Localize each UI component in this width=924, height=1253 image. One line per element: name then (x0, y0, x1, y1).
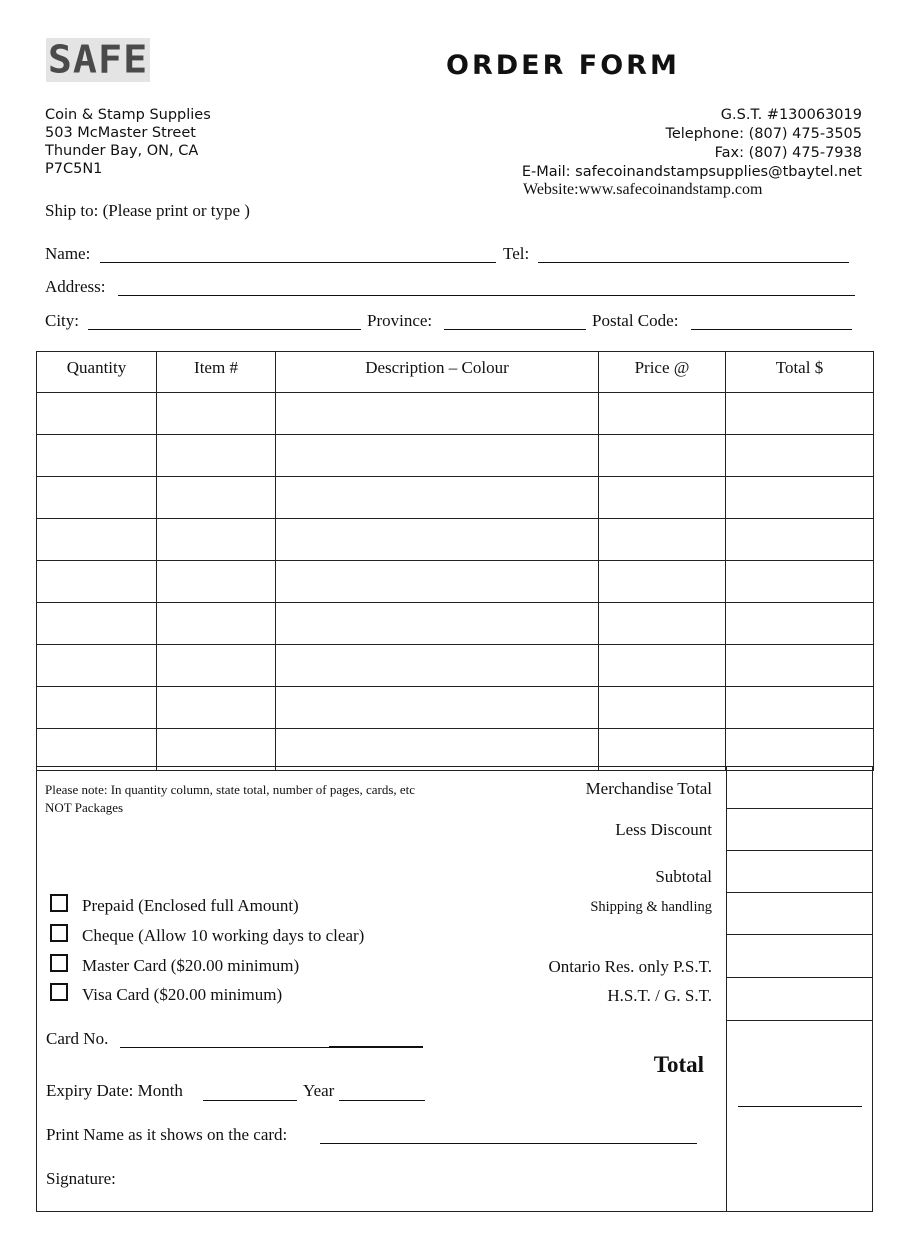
cheque-checkbox[interactable] (50, 924, 68, 942)
description-cell[interactable] (276, 435, 599, 477)
less-discount-cell[interactable] (727, 808, 873, 851)
price-cell[interactable] (599, 603, 726, 645)
note-line-2: NOT Packages (45, 800, 124, 815)
price-cell[interactable] (599, 519, 726, 561)
quantity-cell[interactable] (37, 603, 157, 645)
item-number-cell[interactable] (157, 687, 276, 729)
description-cell[interactable] (276, 561, 599, 603)
company-street: 503 McMaster Street (45, 125, 196, 141)
quantity-cell[interactable] (37, 477, 157, 519)
pst-label: Ontario Res. only P.S.T. (548, 957, 712, 976)
merch-total-label: Merchandise Total (585, 779, 712, 798)
mastercard-label: Master Card ($20.00 minimum) (82, 956, 300, 975)
table-row (37, 435, 874, 477)
telephone: Telephone: (807) 475-3505 (665, 126, 862, 142)
description-cell[interactable] (276, 687, 599, 729)
subtotal-cell[interactable] (727, 850, 873, 893)
company-address (45, 106, 211, 178)
expiry-month-label: Expiry Date: Month (46, 1081, 183, 1100)
quantity-note (45, 781, 415, 817)
expiry-year-field[interactable] (339, 1100, 425, 1101)
quantity-cell[interactable] (37, 645, 157, 687)
quantity-cell[interactable] (37, 435, 157, 477)
grand-total-field[interactable] (738, 1106, 862, 1107)
quantity-cell[interactable] (37, 561, 157, 603)
price-cell[interactable] (599, 687, 726, 729)
price-cell[interactable] (599, 393, 726, 435)
subtotal-label: Subtotal (655, 867, 712, 886)
table-row (37, 687, 874, 729)
item-number-cell[interactable] (157, 477, 276, 519)
table-header-row (37, 352, 874, 393)
postal-code-label: Postal Code: (592, 311, 679, 330)
table-row (37, 561, 874, 603)
cheque-label: Cheque (Allow 10 working days to clear) (82, 926, 365, 945)
header-total: Total $ (726, 352, 874, 393)
tel-field[interactable] (538, 262, 849, 263)
prepaid-label: Prepaid (Enclosed full Amount) (82, 896, 299, 915)
table-row (37, 393, 874, 435)
table-row (37, 645, 874, 687)
description-cell[interactable] (276, 393, 599, 435)
description-cell[interactable] (276, 477, 599, 519)
hst-label: H.S.T. / G. S.T. (607, 986, 712, 1005)
total-cell[interactable] (726, 435, 874, 477)
company-name: Coin & Stamp Supplies (45, 107, 211, 123)
item-number-cell[interactable] (157, 603, 276, 645)
quantity-cell[interactable] (37, 729, 157, 771)
item-number-cell[interactable] (157, 729, 276, 771)
city-label: City: (45, 311, 80, 330)
website: Website:www.safecoinandstamp.com (523, 181, 763, 198)
expiry-month-field[interactable] (203, 1100, 297, 1101)
address-field[interactable] (118, 295, 855, 296)
price-cell[interactable] (599, 561, 726, 603)
ship-to-heading: Ship to: (Please print or type ) (45, 201, 250, 220)
visa-checkbox[interactable] (50, 983, 68, 1001)
header-description: Description – Colour (276, 352, 599, 393)
item-number-cell[interactable] (157, 645, 276, 687)
visa-label: Visa Card ($20.00 minimum) (82, 985, 283, 1004)
postal-code-field[interactable] (691, 329, 852, 330)
gst-number: G.S.T. #130063019 (720, 107, 862, 123)
totals-column (726, 766, 873, 1212)
tel-label: Tel: (503, 244, 530, 263)
item-rows (37, 393, 874, 771)
table-row (37, 519, 874, 561)
total-cell[interactable] (726, 729, 874, 771)
total-cell[interactable] (726, 687, 874, 729)
expiry-year-label: Year (303, 1081, 335, 1100)
header-item-number: Item # (157, 352, 276, 393)
total-label: Total (653, 1052, 704, 1077)
item-number-cell[interactable] (157, 393, 276, 435)
shipping-cell[interactable] (727, 892, 873, 935)
card-number-label: Card No. (46, 1029, 109, 1048)
name-label: Name: (45, 244, 91, 263)
logo-text: SAFE (47, 38, 149, 82)
description-cell[interactable] (276, 519, 599, 561)
merch-total-cell[interactable] (727, 766, 873, 809)
total-cell[interactable] (726, 603, 874, 645)
total-cell[interactable] (726, 645, 874, 687)
print-name-label: Print Name as it shows on the card: (46, 1125, 288, 1144)
city-field[interactable] (88, 329, 361, 330)
card-number-field-end (329, 1046, 423, 1048)
email: E-Mail: safecoinandstampsupplies@tbaytel.net (521, 164, 862, 180)
mastercard-checkbox[interactable] (50, 954, 68, 972)
pst-cell[interactable] (727, 934, 873, 978)
item-number-cell[interactable] (157, 519, 276, 561)
header-price: Price @ (599, 352, 726, 393)
print-name-field[interactable] (320, 1143, 697, 1144)
table-row (37, 729, 874, 771)
fax: Fax: (807) 475-7938 (714, 145, 862, 161)
table-row (37, 477, 874, 519)
shipping-label: Shipping & handling (590, 899, 712, 915)
quantity-cell[interactable] (37, 519, 157, 561)
company-postal: P7C5N1 (45, 161, 103, 177)
total-cell[interactable] (726, 393, 874, 435)
address-label: Address: (45, 277, 106, 296)
name-field[interactable] (100, 262, 496, 263)
table-row (37, 603, 874, 645)
description-cell[interactable] (276, 645, 599, 687)
total-cell[interactable] (726, 561, 874, 603)
form-title: ORDER FORM (446, 50, 680, 81)
signature-label: Signature: (46, 1169, 116, 1188)
item-number-cell[interactable] (157, 435, 276, 477)
price-cell[interactable] (599, 477, 726, 519)
description-cell[interactable] (276, 729, 599, 771)
quantity-cell[interactable] (37, 687, 157, 729)
note-line-1: Please note: In quantity column, state total, number of pages, cards, etc (45, 782, 416, 797)
header-quantity: Quantity (37, 352, 157, 393)
less-discount-label: Less Discount (615, 820, 712, 839)
item-number-cell[interactable] (157, 561, 276, 603)
contact-block (522, 106, 862, 182)
price-cell[interactable] (599, 645, 726, 687)
hst-cell[interactable] (727, 977, 873, 1021)
province-label: Province: (367, 311, 433, 330)
description-cell[interactable] (276, 603, 599, 645)
total-cell[interactable] (726, 477, 874, 519)
province-field[interactable] (444, 329, 586, 330)
safe-logo (46, 38, 150, 82)
quantity-cell[interactable] (37, 393, 157, 435)
price-cell[interactable] (599, 729, 726, 771)
total-cell[interactable] (726, 519, 874, 561)
price-cell[interactable] (599, 435, 726, 477)
prepaid-checkbox[interactable] (50, 894, 68, 912)
items-table (36, 351, 874, 771)
company-city: Thunder Bay, ON, CA (45, 143, 199, 159)
